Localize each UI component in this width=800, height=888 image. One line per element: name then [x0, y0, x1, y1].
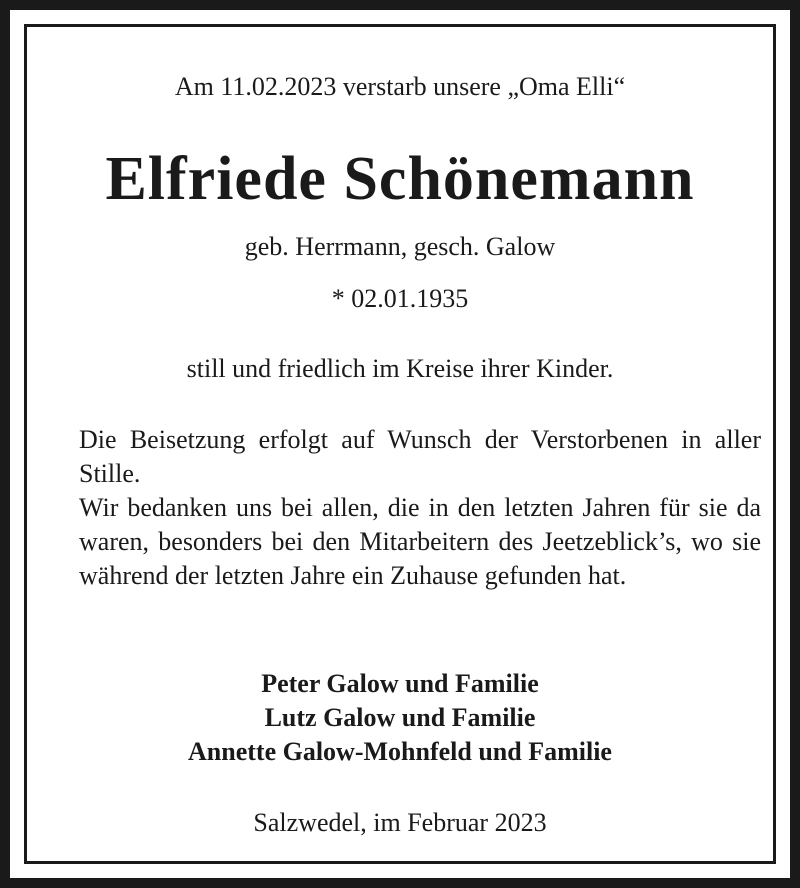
funeral-paragraph: Die Beisetzung erfolgt auf Wunsch der Verstorbenen in aller Stille. [79, 425, 761, 488]
death-announcement-line: Am 11.02.2023 verstarb unsere „Oma Elli“ [174, 72, 626, 101]
signature-line: Annette Galow-Mohnfeld und Familie [188, 737, 612, 766]
deceased-name: Elfriede Schönemann [105, 145, 695, 213]
thanks-paragraph: Wir bedanken uns bei allen, die in den letzten Jahren für sie da waren, besonders bei den Mitarbeitern des Jeetzeblick’s, wo sie während der letzten Jahre ein Zuhause gefunden hat. [79, 493, 761, 590]
birth-names-line: geb. Herrmann, gesch. Galow [244, 232, 556, 261]
signature-line: Lutz Galow und Familie [264, 703, 536, 732]
signature-line: Peter Galow und Familie [261, 669, 539, 698]
obituary-body-text [79, 423, 761, 593]
mourners-signatures [27, 667, 773, 769]
obituary-notice [24, 24, 776, 864]
peaceful-passing-line: still und friedlich im Kreise ihrer Kinder. [186, 354, 614, 383]
birth-date: * 02.01.1935 [331, 284, 469, 313]
place-and-date: Salzwedel, im Februar 2023 [253, 808, 547, 837]
